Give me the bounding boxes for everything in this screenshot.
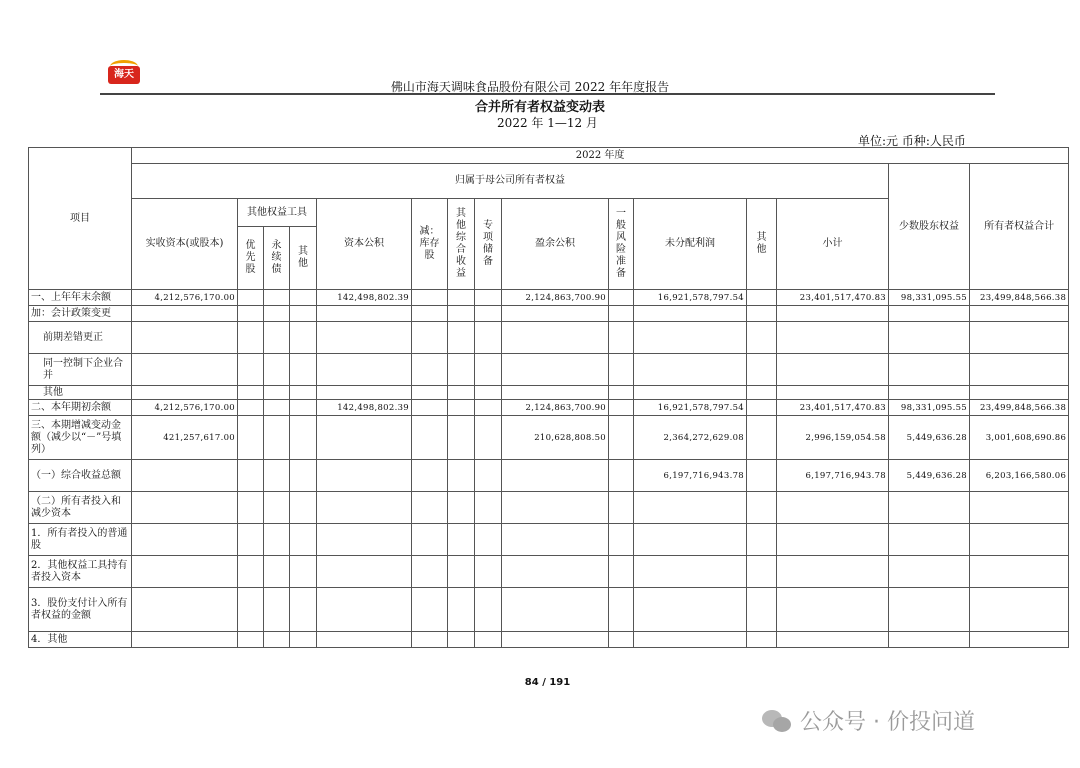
cell-minority (889, 588, 970, 632)
table-row (29, 460, 1069, 492)
cell-oci (448, 460, 475, 492)
cell-minority: 5,449,636.28 (889, 416, 970, 460)
cell-surplus (502, 632, 609, 648)
cell-risk (609, 322, 634, 354)
row-label: 加：会计政策变更 (29, 306, 132, 322)
cell-other-tool (290, 524, 317, 556)
cell-surplus (502, 588, 609, 632)
table-row (29, 322, 1069, 354)
cell-preferred (238, 588, 264, 632)
cell-paid-in (132, 322, 238, 354)
row-label: 二、本年期初余额 (29, 400, 132, 416)
cell-subtotal (777, 386, 889, 400)
cell-capital-reserve (317, 524, 412, 556)
row-label: 前期差错更正 (29, 322, 132, 354)
cell-surplus (502, 524, 609, 556)
cell-minority: 5,449,636.28 (889, 460, 970, 492)
table-row (29, 588, 1069, 632)
company-logo: 海天 (108, 66, 140, 84)
cell-risk (609, 632, 634, 648)
cell-minority: 98,331,095.55 (889, 290, 970, 306)
row-label: 一、上年年末余额 (29, 290, 132, 306)
cell-other-tool (290, 492, 317, 524)
cell-paid-in (132, 306, 238, 322)
cell-treasury (412, 556, 448, 588)
cell-surplus (502, 306, 609, 322)
cell-special (475, 306, 502, 322)
cell-preferred (238, 632, 264, 648)
cell-other-tool (290, 632, 317, 648)
cell-preferred (238, 322, 264, 354)
cell-total (970, 588, 1069, 632)
cell-retained (634, 322, 747, 354)
wechat-icon (762, 708, 792, 734)
cell-capital-reserve: 142,498,802.39 (317, 290, 412, 306)
cell-surplus: 210,628,808.50 (502, 416, 609, 460)
cell-subtotal (777, 524, 889, 556)
cell-perpetual (264, 386, 290, 400)
cell-subtotal: 23,401,517,470.83 (777, 290, 889, 306)
header-item: 项目 (29, 148, 132, 290)
watermark (762, 705, 975, 736)
cell-retained (634, 492, 747, 524)
table-row (29, 306, 1069, 322)
cell-perpetual (264, 460, 290, 492)
cell-paid-in (132, 460, 238, 492)
row-label: （二）所有者投入和减少资本 (29, 492, 132, 524)
cell-special (475, 386, 502, 400)
cell-treasury (412, 588, 448, 632)
cell-special (475, 524, 502, 556)
cell-other (747, 416, 777, 460)
cell-preferred (238, 400, 264, 416)
period: 2022 年 1—12 月 (497, 116, 598, 130)
cell-total (970, 556, 1069, 588)
row-label: 同一控制下企业合并 (29, 354, 132, 386)
cell-perpetual (264, 588, 290, 632)
cell-other-tool (290, 354, 317, 386)
cell-surplus (502, 354, 609, 386)
cell-perpetual (264, 632, 290, 648)
cell-oci (448, 400, 475, 416)
header-perpetual: 永续债 (264, 227, 290, 290)
cell-capital-reserve (317, 588, 412, 632)
cell-other (747, 524, 777, 556)
cell-retained (634, 306, 747, 322)
cell-oci (448, 290, 475, 306)
cell-surplus (502, 556, 609, 588)
cell-subtotal (777, 588, 889, 632)
cell-total (970, 524, 1069, 556)
table-body (29, 290, 1069, 648)
cell-capital-reserve (317, 386, 412, 400)
cell-minority (889, 306, 970, 322)
cell-retained (634, 632, 747, 648)
header-rule (100, 93, 995, 95)
header-special: 专项储备 (475, 199, 502, 290)
cell-oci (448, 322, 475, 354)
cell-oci (448, 492, 475, 524)
cell-special (475, 632, 502, 648)
cell-paid-in (132, 524, 238, 556)
cell-minority (889, 354, 970, 386)
cell-capital-reserve (317, 322, 412, 354)
table-row (29, 290, 1069, 306)
header-minority: 少数股东权益 (889, 164, 970, 290)
row-label: 三、本期增减变动金额（减少以“－”号填列） (29, 416, 132, 460)
cell-other-tool (290, 322, 317, 354)
cell-capital-reserve (317, 556, 412, 588)
cell-other (747, 400, 777, 416)
cell-minority (889, 322, 970, 354)
cell-retained (634, 524, 747, 556)
cell-surplus (502, 386, 609, 400)
cell-minority (889, 632, 970, 648)
table-row (29, 386, 1069, 400)
cell-special (475, 322, 502, 354)
cell-retained (634, 354, 747, 386)
cell-risk (609, 306, 634, 322)
row-label: 其他 (29, 386, 132, 400)
watermark-text: 公众号 · 价投问道 (800, 710, 975, 735)
header-risk: 一般风险准备 (609, 199, 634, 290)
table-row (29, 492, 1069, 524)
header-other-equity-tools: 其他权益工具 (238, 199, 317, 227)
cell-total (970, 492, 1069, 524)
row-label: 1．所有者投入的普通股 (29, 524, 132, 556)
cell-minority (889, 556, 970, 588)
cell-other-tool (290, 588, 317, 632)
cell-paid-in: 421,257,617.00 (132, 416, 238, 460)
cell-surplus (502, 322, 609, 354)
cell-oci (448, 588, 475, 632)
cell-subtotal (777, 306, 889, 322)
header-year: 2022 年度 (132, 148, 1069, 164)
cell-other-tool (290, 290, 317, 306)
cell-subtotal: 6,197,716,943.78 (777, 460, 889, 492)
cell-retained: 16,921,578,797.54 (634, 290, 747, 306)
cell-subtotal (777, 322, 889, 354)
cell-other (747, 306, 777, 322)
cell-special (475, 290, 502, 306)
cell-preferred (238, 306, 264, 322)
cell-capital-reserve: 142,498,802.39 (317, 400, 412, 416)
cell-treasury (412, 306, 448, 322)
cell-special (475, 556, 502, 588)
cell-treasury (412, 386, 448, 400)
cell-treasury (412, 400, 448, 416)
cell-capital-reserve (317, 632, 412, 648)
cell-treasury (412, 354, 448, 386)
cell-total: 6,203,166,580.06 (970, 460, 1069, 492)
header-treasury: 减：库存股 (412, 199, 448, 290)
cell-total: 23,499,848,566.38 (970, 290, 1069, 306)
cell-other (747, 354, 777, 386)
cell-risk (609, 556, 634, 588)
cell-other-tool (290, 306, 317, 322)
cell-capital-reserve (317, 354, 412, 386)
cell-treasury (412, 416, 448, 460)
cell-other-tool (290, 460, 317, 492)
report-header: 佛山市海天调味食品股份有限公司 2022 年年度报告 (390, 80, 670, 94)
cell-preferred (238, 460, 264, 492)
cell-oci (448, 386, 475, 400)
cell-other (747, 588, 777, 632)
cell-other (747, 632, 777, 648)
cell-paid-in (132, 386, 238, 400)
cell-treasury (412, 322, 448, 354)
cell-risk (609, 354, 634, 386)
cell-paid-in: 4,212,576,170.00 (132, 400, 238, 416)
header-paid-in: 实收资本(或股本) (132, 199, 238, 290)
cell-perpetual (264, 290, 290, 306)
cell-paid-in (132, 354, 238, 386)
cell-treasury (412, 290, 448, 306)
cell-paid-in (132, 556, 238, 588)
cell-total (970, 632, 1069, 648)
cell-other-tool (290, 386, 317, 400)
cell-other (747, 386, 777, 400)
cell-retained (634, 386, 747, 400)
cell-minority (889, 492, 970, 524)
cell-total: 3,001,608,690.86 (970, 416, 1069, 460)
cell-oci (448, 354, 475, 386)
cell-other (747, 556, 777, 588)
cell-subtotal (777, 354, 889, 386)
cell-risk (609, 400, 634, 416)
cell-preferred (238, 492, 264, 524)
cell-total (970, 306, 1069, 322)
cell-total: 23,499,848,566.38 (970, 400, 1069, 416)
cell-treasury (412, 632, 448, 648)
header-other: 其他 (747, 199, 777, 290)
header-other-tool: 其他 (290, 227, 317, 290)
cell-surplus: 2,124,863,700.90 (502, 400, 609, 416)
cell-special (475, 416, 502, 460)
table-row (29, 416, 1069, 460)
cell-subtotal: 23,401,517,470.83 (777, 400, 889, 416)
cell-perpetual (264, 524, 290, 556)
cell-preferred (238, 416, 264, 460)
cell-risk (609, 492, 634, 524)
header-capital-reserve: 资本公积 (317, 199, 412, 290)
cell-treasury (412, 524, 448, 556)
cell-perpetual (264, 322, 290, 354)
table-row (29, 354, 1069, 386)
cell-paid-in: 4,212,576,170.00 (132, 290, 238, 306)
row-label: 2．其他权益工具持有者投入资本 (29, 556, 132, 588)
row-label: 4．其他 (29, 632, 132, 648)
cell-retained: 6,197,716,943.78 (634, 460, 747, 492)
cell-perpetual (264, 400, 290, 416)
cell-perpetual (264, 306, 290, 322)
cell-subtotal: 2,996,159,054.58 (777, 416, 889, 460)
cell-oci (448, 306, 475, 322)
cell-paid-in (132, 632, 238, 648)
cell-subtotal (777, 632, 889, 648)
cell-other-tool (290, 416, 317, 460)
cell-perpetual (264, 354, 290, 386)
cell-oci (448, 632, 475, 648)
cell-capital-reserve (317, 306, 412, 322)
cell-risk (609, 460, 634, 492)
cell-preferred (238, 290, 264, 306)
cell-preferred (238, 524, 264, 556)
cell-surplus: 2,124,863,700.90 (502, 290, 609, 306)
cell-risk (609, 290, 634, 306)
row-label: 3．股份支付计入所有者权益的金额 (29, 588, 132, 632)
cell-perpetual (264, 416, 290, 460)
cell-preferred (238, 556, 264, 588)
cell-other (747, 460, 777, 492)
cell-subtotal (777, 556, 889, 588)
cell-oci (448, 524, 475, 556)
cell-retained (634, 556, 747, 588)
cell-special (475, 354, 502, 386)
cell-capital-reserve (317, 416, 412, 460)
table-row (29, 632, 1069, 648)
cell-risk (609, 386, 634, 400)
cell-total (970, 322, 1069, 354)
cell-special (475, 400, 502, 416)
cell-oci (448, 556, 475, 588)
header-retained: 未分配利润 (634, 199, 747, 290)
cell-minority (889, 524, 970, 556)
cell-other (747, 322, 777, 354)
table-row (29, 556, 1069, 588)
cell-special (475, 588, 502, 632)
cell-preferred (238, 354, 264, 386)
cell-total (970, 386, 1069, 400)
cell-perpetual (264, 492, 290, 524)
table-row (29, 524, 1069, 556)
cell-treasury (412, 460, 448, 492)
cell-paid-in (132, 588, 238, 632)
header-subtotal: 小计 (777, 199, 889, 290)
cell-other (747, 492, 777, 524)
cell-perpetual (264, 556, 290, 588)
cell-treasury (412, 492, 448, 524)
cell-special (475, 460, 502, 492)
cell-capital-reserve (317, 492, 412, 524)
header-oci: 其他综合收益 (448, 199, 475, 290)
table-row (29, 400, 1069, 416)
row-label: （一）综合收益总额 (29, 460, 132, 492)
cell-other (747, 290, 777, 306)
cell-retained: 2,364,272,629.08 (634, 416, 747, 460)
cell-other-tool (290, 556, 317, 588)
page-number: 84 / 191 (524, 677, 571, 688)
cell-total (970, 354, 1069, 386)
cell-risk (609, 524, 634, 556)
cell-other-tool (290, 400, 317, 416)
header-preferred: 优先股 (238, 227, 264, 290)
cell-retained: 16,921,578,797.54 (634, 400, 747, 416)
cell-subtotal (777, 492, 889, 524)
equity-table (28, 147, 1069, 648)
cell-risk (609, 416, 634, 460)
cell-paid-in (132, 492, 238, 524)
cell-surplus (502, 492, 609, 524)
cell-special (475, 492, 502, 524)
table-title: 合并所有者权益变动表 (474, 100, 605, 115)
cell-minority: 98,331,095.55 (889, 400, 970, 416)
header-surplus: 盈余公积 (502, 199, 609, 290)
cell-risk (609, 588, 634, 632)
header-total: 所有者权益合计 (970, 164, 1069, 290)
unit-currency: 单位:元 币种:人民币 (858, 134, 966, 148)
cell-capital-reserve (317, 460, 412, 492)
cell-preferred (238, 386, 264, 400)
cell-retained (634, 588, 747, 632)
header-parent-equity: 归属于母公司所有者权益 (132, 164, 889, 199)
cell-oci (448, 416, 475, 460)
cell-minority (889, 386, 970, 400)
cell-surplus (502, 460, 609, 492)
